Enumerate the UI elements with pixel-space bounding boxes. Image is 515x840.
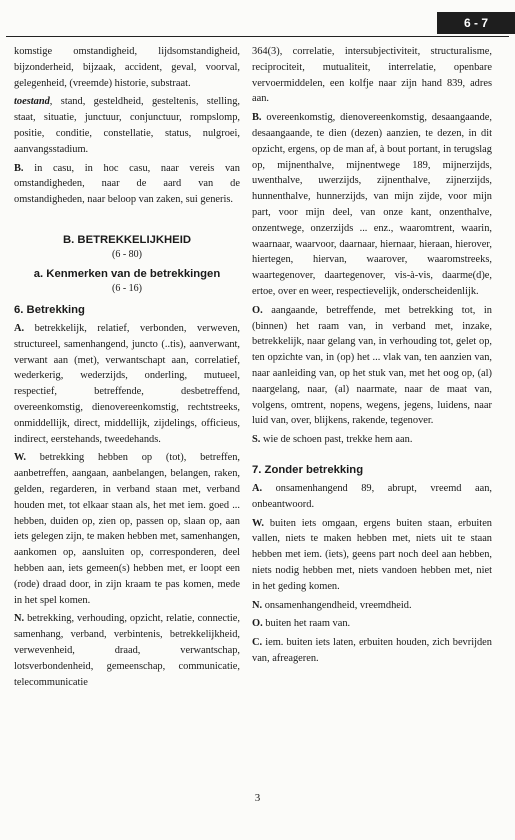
section-7-a: A. onsamenhangend 89, abrupt, vreemd aan, onbeantwoord.	[252, 482, 492, 510]
page-range: 6 - 7	[463, 16, 488, 30]
right-paragraph-o: O. aangaande, betreffende, met betrekking tot, in (binnen) het raam van, in verband met, inzake, betrekkelijk, naar gelang van, in verhouding tot, gelet op, ten opzichte van, in (op) het ... vlak van, ten aanzien van, naar aanleiding van, op het stuk van, met het oog op, (al) naargelang, naar, (al) naarmate, naar de maat van, volgens, omtrent, nopens, wegens, jegens, luidens, naar luid van, over, blijkens, rakende, tegenover.	[252, 304, 492, 427]
right-paragraph-s: S. wie de schoen past, trekke hem aan.	[252, 434, 413, 446]
right-paragraph-b: B. overeenkomstig, dienovereenkomstig, desaangaande, desaangaande, te dien (dezen) aanzien, te dezen, in dit opzicht, ergens, op de man af, à bout portant, in terugslag op, mijnenthalve, mijnentwege 189, mijnerzijds, uwenthalve, uwerzijds, zijnenthalve, zijnerzijds, hunnenthalve, hunnerzijds, van mijn zijde, voor mijn part, voor mijn deel, van onze kant, onzenthalve, onzentwege, onzerzijds ... enz., waaromtrent, waarin, waarnaar, waarvoor, daarnaar, hiernaar, hieraan, hierover, hiertegen, hiervan, waarover, waaromstreeks, waartegenover, daartegenover, vis-à-vis, daarme(d)e, ertoe, over en weer, respectievelijk, onderscheidenlijk.	[252, 112, 492, 297]
section-7-heading: 7. Zonder betrekking	[252, 463, 364, 476]
section-a-range: (6 - 16)	[112, 282, 142, 294]
toestand-label: toestand	[14, 96, 50, 108]
section-b-heading: B. BETREKKELIJKHEID	[62, 233, 192, 246]
page-number: 3	[254, 792, 261, 804]
left-column	[14, 44, 240, 693]
section-b-range: (6 - 80)	[112, 248, 142, 260]
left-paragraph-1: komstige omstandigheid, lijdsomstandigheid, bijzonderheid, bijzaak, accident, geval, voorval, gelegenheid, (vreemde) historie, substraat.	[14, 46, 240, 89]
section-6-w: W. betrekking hebben op (tot), betreffen, aanbetreffen, aangaan, aanbelangen, belangen, raken, gelden, regarderen, in verband staan met, verband houden met, tot elkaar staan als, het met iem. goed ... hebben, duiden op, zien op, passen op, slaan op, aan iets gelegen zijn, te maken hebben met, samenhangen, aankomen op, aansluiten op, corresponderen, deel hebben aan, iets gemeen(s) hebben met, er loopt een (rode) draad door, in zijn kraam te pas komen, mede in het spel komen.	[14, 452, 240, 606]
section-7-o: O. buiten het raam van.	[252, 618, 351, 630]
section-6-a: A. betrekkelijk, relatief, verbonden, verweven, structureel, samenhangend, juncto (..tis), aanverwant, verwant aan (met), verwantschapt aan, correlatief, wederkerig, wederzijds, onderling, mutueel, respectief, betreffende, desbetreffend, overeenkomstig, dienovereenkomstig, rechtstreeks, onmiddellijk, direct, middellijk, zijdelings, officieus, indirect, eerstehands, tweedehands.	[14, 322, 240, 445]
section-6-n: N. betrekking, verhouding, opzicht, relatie, connectie, samenhang, verband, verbintenis, betrekkelijkheid, verwevenheid, draad, verwantschap, lotsverbondenheid, gemeenschap, communicatie, telecommunicatie	[14, 613, 240, 688]
section-a-heading: a. Kenmerken van de betrekkingen	[33, 267, 221, 280]
left-paragraph-3: B. in casu, in hoc casu, naar vereis van omstandigheden, naar de aard van de omstandigheden, naar beloop van zaken, sui generis.	[14, 162, 240, 206]
section-7-w: W. buiten iets omgaan, ergens buiten staan, erbuiten vallen, niets te maken hebben met, niets uit te staan hebben met iem. (iets), geens part noch deel aan hebben, niets nodig hebben met, niets vandoen hebben met, niet in het geding komen.	[252, 517, 492, 592]
section-7-c: C. iem. buiten iets laten, erbuiten houden, zich bevrijden van, afreageren.	[252, 637, 492, 664]
section-6-heading: 6. Betrekking	[14, 303, 85, 316]
section-7-n: N. onsamenhangendheid, vreemdheid.	[252, 599, 412, 611]
right-paragraph-1: 364(3), correlatie, intersubjectiviteit, structuralisme, reciprociteit, mutualiteit, interrelatie, openbare vervoermiddelen, een kolfje naar zijn hand 839, adres aan.	[252, 46, 492, 105]
header-rule	[6, 36, 509, 37]
right-column	[252, 44, 492, 670]
page-range-tab	[437, 12, 515, 34]
left-paragraph-2: toestand, stand, gesteldheid, gesteltenis, stelling, staat, situatie, junctuur, conjunctuur, rompslomp, positie, conditie, constellatie, status, nulgroei, aanvangsstadium.	[14, 96, 240, 155]
